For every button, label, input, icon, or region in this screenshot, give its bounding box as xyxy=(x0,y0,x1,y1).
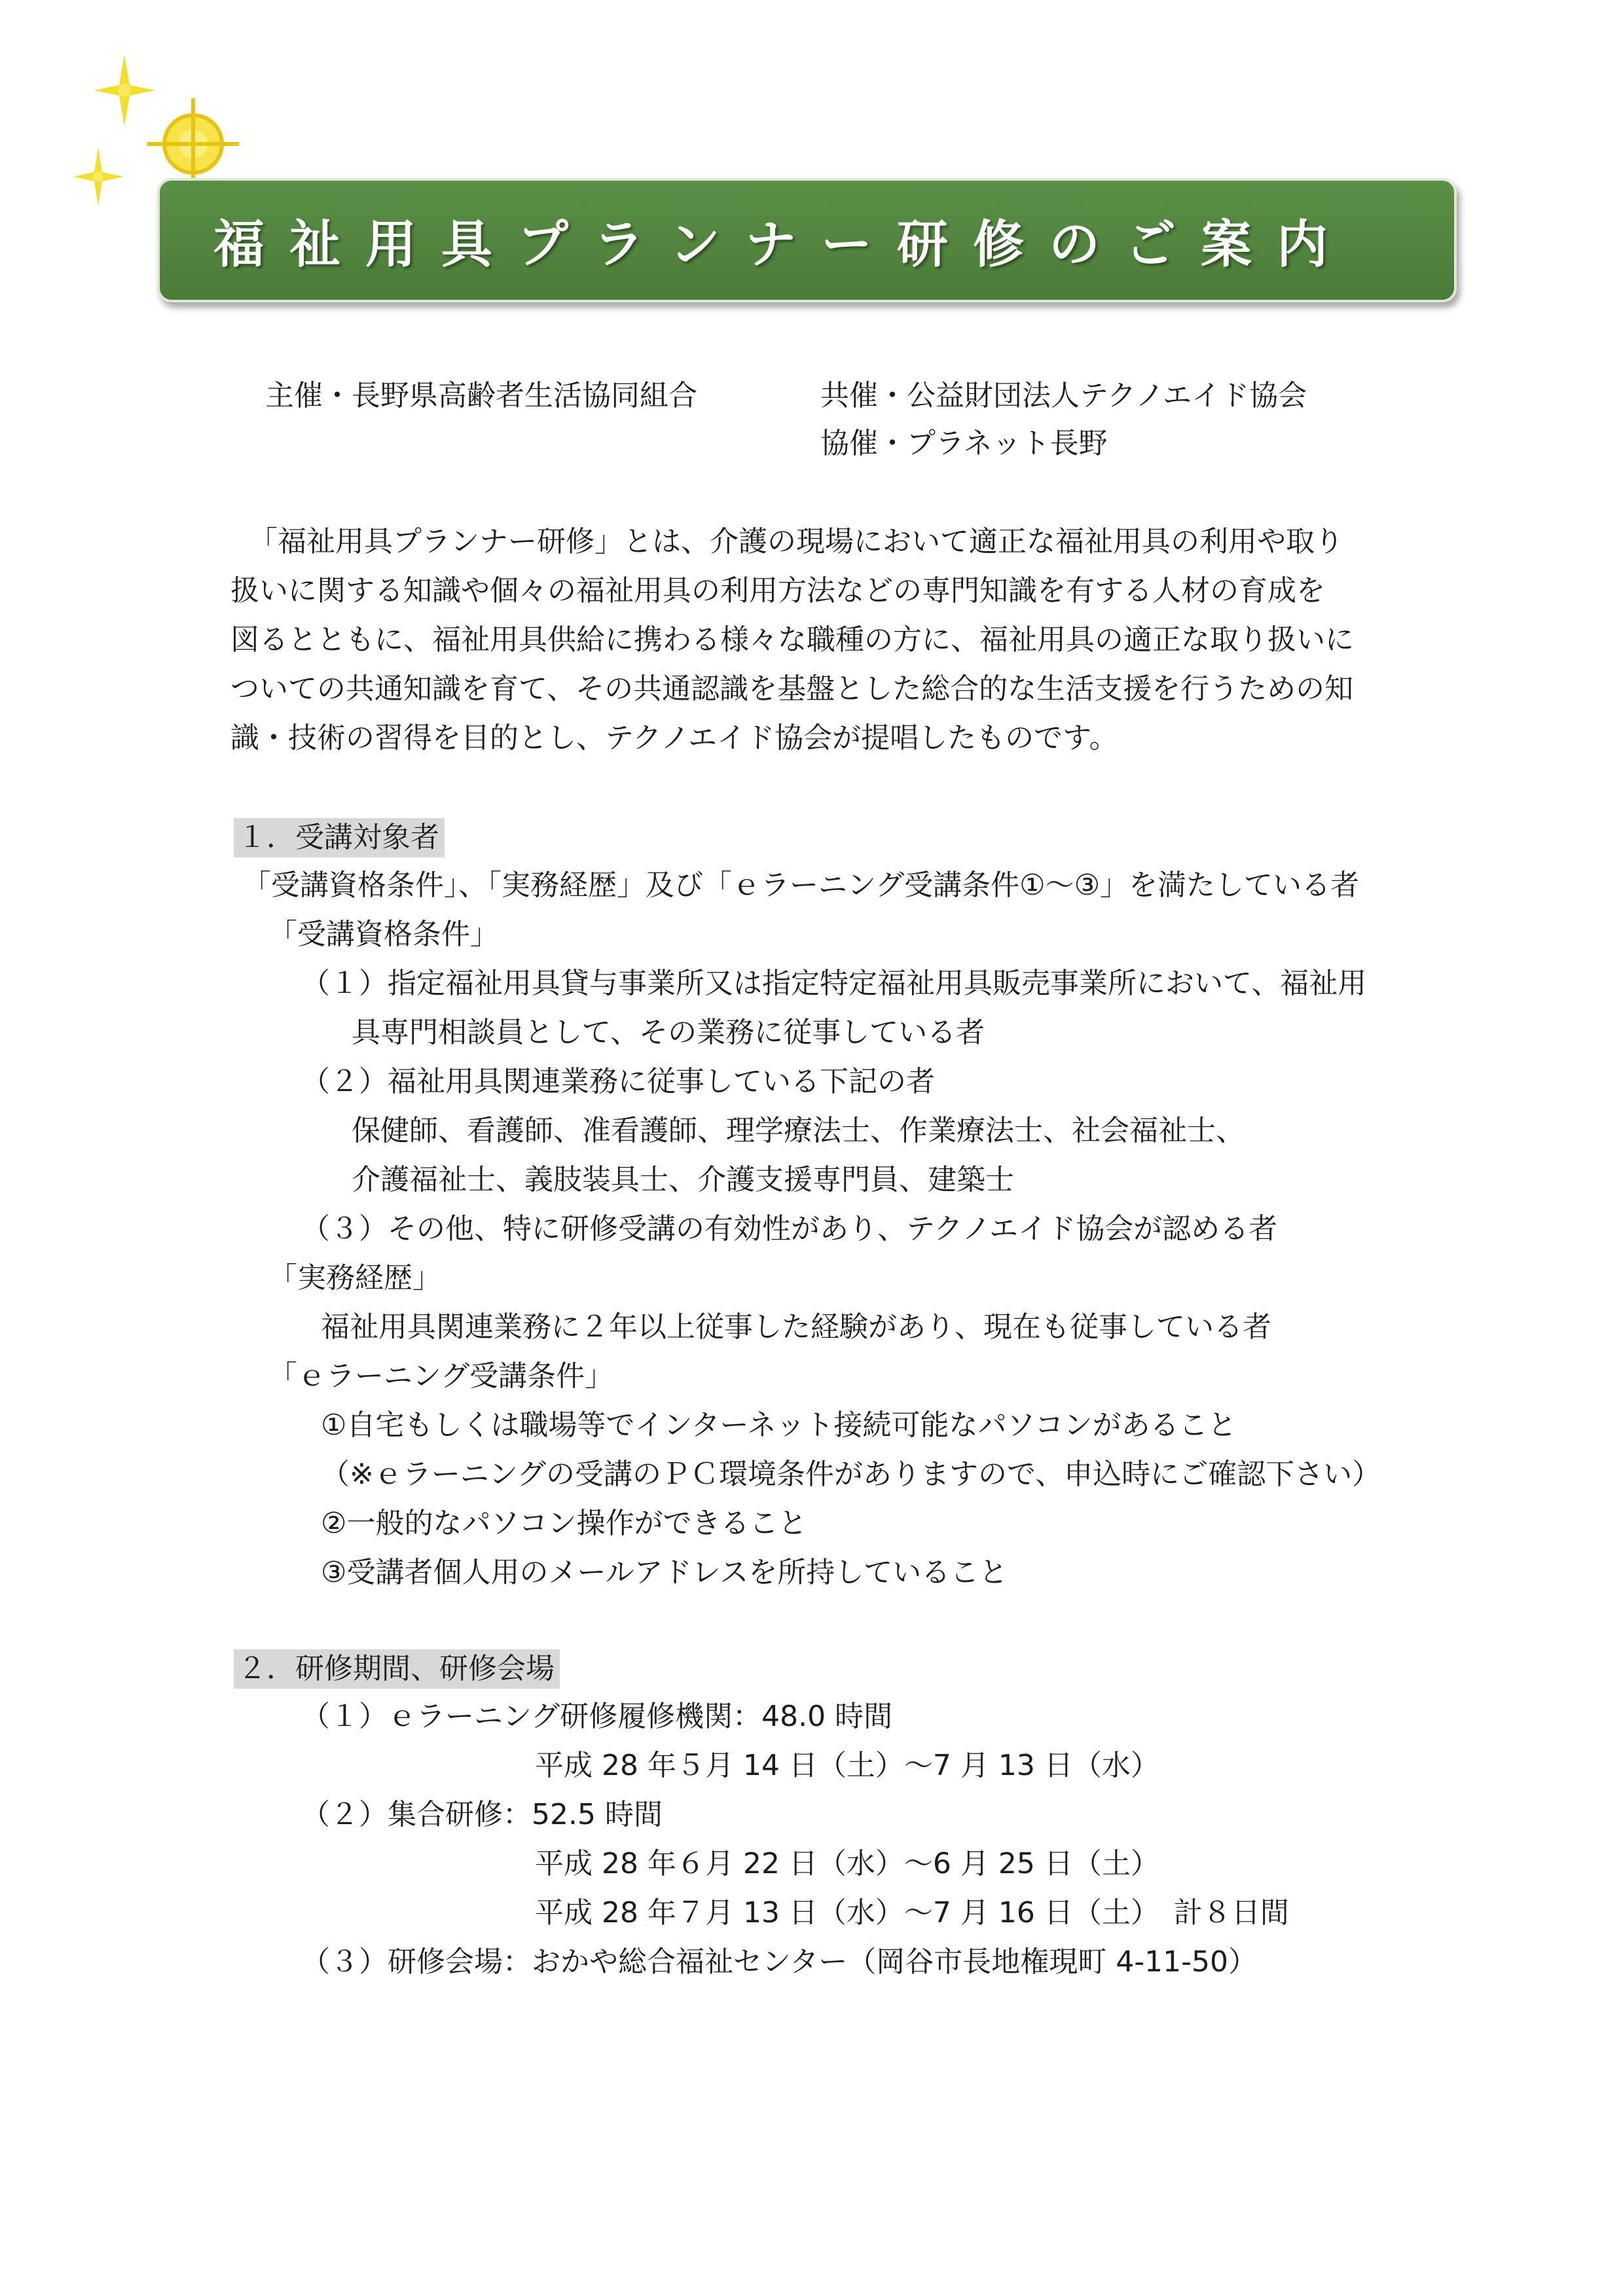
elearning-note: （※ｅラーニングの受講のＰＣ環境条件がありますので、申込時にご確認下さい） xyxy=(321,1458,1381,1491)
intro-paragraph xyxy=(230,517,1409,762)
period-elearning: （１）ｅラーニング研修履修機関：48.0 時間 xyxy=(301,1700,893,1733)
qualification-item-3: （３）その他、特に研修受講の有効性があり、テクノエイド協会が認める者 xyxy=(301,1212,1278,1246)
period-elearning-dates: 平成 28 年５月 14 日（土）～7 月 13 日（水） xyxy=(535,1749,1159,1782)
elearning-condition-1: ①自宅もしくは職場等でインターネット接続可能なパソコンがあること xyxy=(321,1408,1237,1442)
period-group-dates-1: 平成 28 年６月 22 日（水）～6 月 25 日（土） xyxy=(535,1847,1159,1880)
organizer-co: 共催・公益財団法人テクノエイド協会 xyxy=(820,379,1307,412)
title-banner xyxy=(157,178,1457,302)
star-sparkle-icon xyxy=(94,54,155,126)
training-venue: （３）研修会場：おかや総合福祉センター（岡谷市長地権現町 4-11-50） xyxy=(301,1945,1257,1979)
section2-heading: ２．研修期間、研修会場 xyxy=(234,1649,560,1689)
intro-line: 「福祉用具プランナー研修」とは、介護の現場において適正な福祉用具の利用や取り xyxy=(249,525,1343,558)
qualification-item-1-cont: 具専門相談員として、その業務に従事している者 xyxy=(352,1016,985,1049)
page-title: 福祉用具プランナー研修のご案内 xyxy=(213,215,1353,274)
organizer-main: 主催・長野県高齢者生活協同組合 xyxy=(265,379,697,412)
period-group-dates-2: 平成 28 年７月 13 日（水）～7 月 16 日（土） 計８日間 xyxy=(535,1896,1289,1929)
experience-text: 福祉用具関連業務に２年以上従事した経験があり、現在も従事している者 xyxy=(321,1310,1271,1344)
qualification-item-2: （２）福祉用具関連業務に従事している下記の者 xyxy=(301,1065,935,1098)
organizer-support: 協催・プラネット長野 xyxy=(820,427,1108,460)
intro-line: 図るとともに、福祉用具供給に携わる様々な職種の方に、福祉用具の適正な取り扱いに xyxy=(230,623,1354,656)
section1-heading: １．受講対象者 xyxy=(234,818,445,857)
sun-target-icon xyxy=(147,98,239,190)
qualification-professions-2: 介護福祉士、義肢装具士、介護支援専門員、建築士 xyxy=(352,1163,1014,1196)
intro-line: ついての共通知識を育て、その共通認識を基盤とした総合的な生活支援を行うための知 xyxy=(230,672,1354,706)
experience-title: 「実務経歴」 xyxy=(268,1261,441,1295)
elearning-title: 「ｅラーニング受講条件」 xyxy=(268,1359,614,1393)
elearning-condition-2: ②一般的なパソコン操作ができること xyxy=(321,1507,807,1540)
qualification-item-1: （１）指定福祉用具貸与事業所又は指定特定福祉用具販売事業所において、福祉用 xyxy=(301,967,1367,1000)
qualification-title: 「受講資格条件」 xyxy=(268,918,499,951)
star-sparkle-icon xyxy=(73,147,124,206)
elearning-condition-3: ③受講者個人用のメールアドレスを所持していること xyxy=(321,1556,1008,1589)
intro-line: 識・技術の習得を目的とし、テクノエイド協会が提唱したものです。 xyxy=(230,721,1118,755)
qualification-professions-1: 保健師、看護師、准看護師、理学療法士、作業療法士、社会福祉士、 xyxy=(352,1114,1245,1147)
section1-summary: 「受講資格条件」、「実務経歴」及び「ｅラーニング受講条件①～③」を満たしている者 xyxy=(242,869,1360,902)
intro-line: 扱いに関する知識や個々の福祉用具の利用方法などの専門知識を有する人材の育成を xyxy=(230,574,1325,607)
period-group-training: （２）集合研修：52.5 時間 xyxy=(301,1798,663,1831)
